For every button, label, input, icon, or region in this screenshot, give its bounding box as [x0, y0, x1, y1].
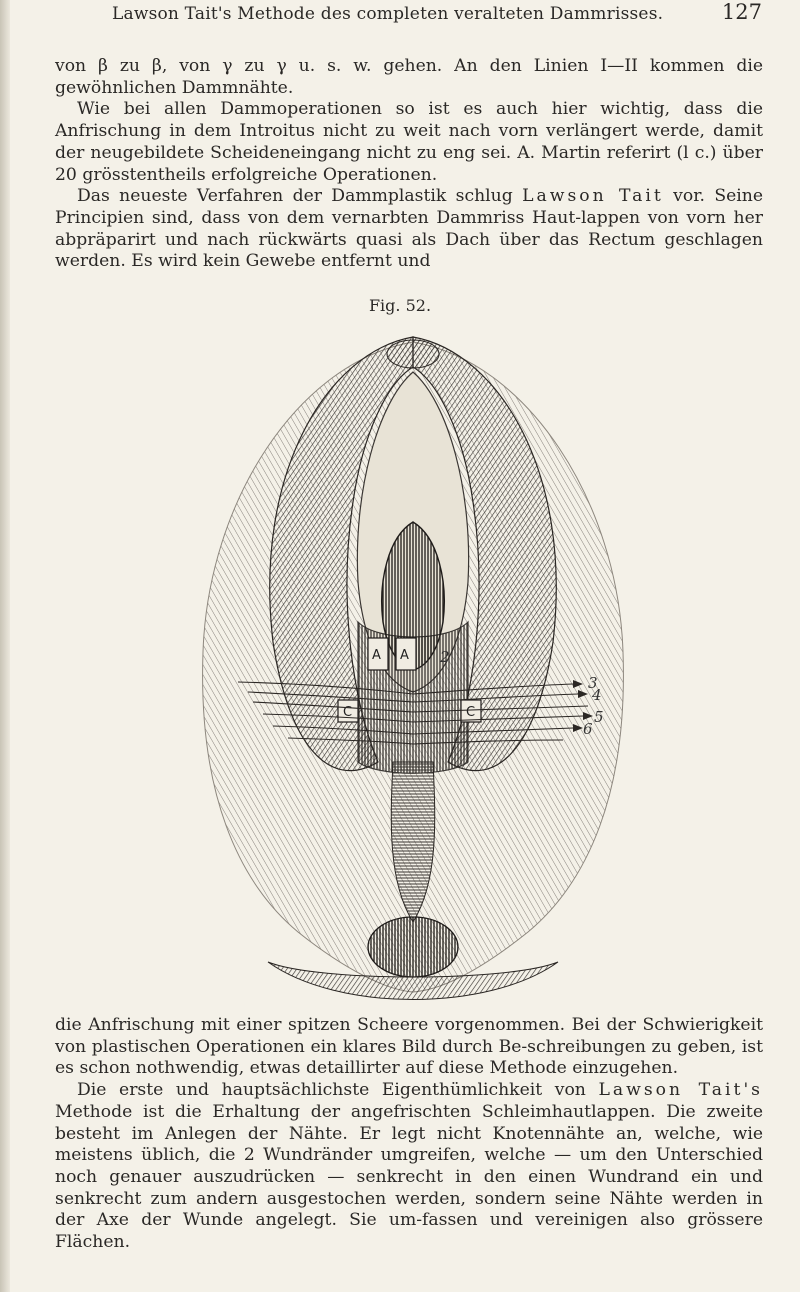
text-block-top [55, 56, 763, 273]
text-block-bottom [55, 1015, 763, 1254]
figure-label-5: 5 [594, 708, 604, 726]
author-name: Lawson Tait [522, 186, 664, 207]
anatomical-figure [178, 322, 648, 1010]
paragraph-methode [55, 1080, 763, 1254]
running-title: Lawson Tait's Methode des completen veralteten Dammrisses. [112, 4, 664, 24]
clitoral-hood [387, 340, 439, 368]
figure-label-2: 2 [440, 648, 450, 666]
figure-label-c-left: C [343, 705, 353, 720]
paragraph-martin: Wie bei allen Dammoperationen so ist es auch hier wichtig, dass die Anfrischung in dem Introitus nicht zu weit nach vorn verlängert werde, damit der neugebildete Scheideneingang nicht zu eng sei. A. Martin referirt (l c.) über 20 grösstentheils erfolgreiche Operationen. [55, 99, 763, 185]
text-span: Die erste und hauptsächlichste Eigenthümlichkeit von [77, 1080, 586, 1101]
text-span: vor. Seine Principien sind, dass von dem vernarbten Dammriss Haut-lappen von vorn her abpräparirt und nach rückwärts quasi als Dach über das Rectum geschlagen werden. Es wird kein Gewebe entfernt und [55, 186, 764, 272]
paragraph-lawson-tait-intro [55, 186, 763, 273]
text-span: Methode ist die Erhaltung der angefrischten Schleimhautlappen. Die zweite besteht im Anlegen der Nähte. Er legt nicht Knotennähte an, welche, wie meistens üblich, die 2 Wundränder umgreifen, welche — um den Unterschied noch genauer auszudrücken — senkrecht in den einen Wundrand ein und senkrecht zum andern ausgestochen werden, sondern seine Nähte werden in der Axe der Wunde angelegt. Sie um-fassen und vereinigen also grössere Flächen. [55, 1101, 763, 1253]
figure-illustration [178, 322, 648, 1010]
figure-label-a-left: A [372, 648, 381, 663]
author-name: Lawson Tait's [598, 1080, 764, 1101]
figure-label-3: 3 [588, 674, 598, 692]
paragraph-continuation: von β zu β, von γ zu γ u. s. w. gehen. An den Linien I—II kommen die gewöhnlichen Dammnähte. [55, 56, 763, 98]
paragraph-anfrischung: die Anfrischung mit einer spitzen Scheere vorgenommen. Bei der Schwierigkeit von plastischen Operationen ein klares Bild durch Be-schreibungen zu geben, ist es schon nothwendig, etwas detaillirter auf diese Methode einzugehen. [55, 1015, 763, 1079]
figure-label-a-right: A [400, 648, 409, 663]
figure-caption: Fig. 52. [368, 296, 432, 315]
page-number: 127 [721, 0, 762, 24]
figure-label-c-right: C [466, 705, 476, 720]
text-span: Das neueste Verfahren der Dammplastik schlug [77, 186, 513, 207]
book-spine-shadow [0, 0, 10, 1292]
figure-label-6: 6 [583, 720, 593, 738]
anus-region [368, 917, 458, 977]
running-head [0, 0, 800, 40]
figure-label-4: 4 [592, 686, 602, 704]
